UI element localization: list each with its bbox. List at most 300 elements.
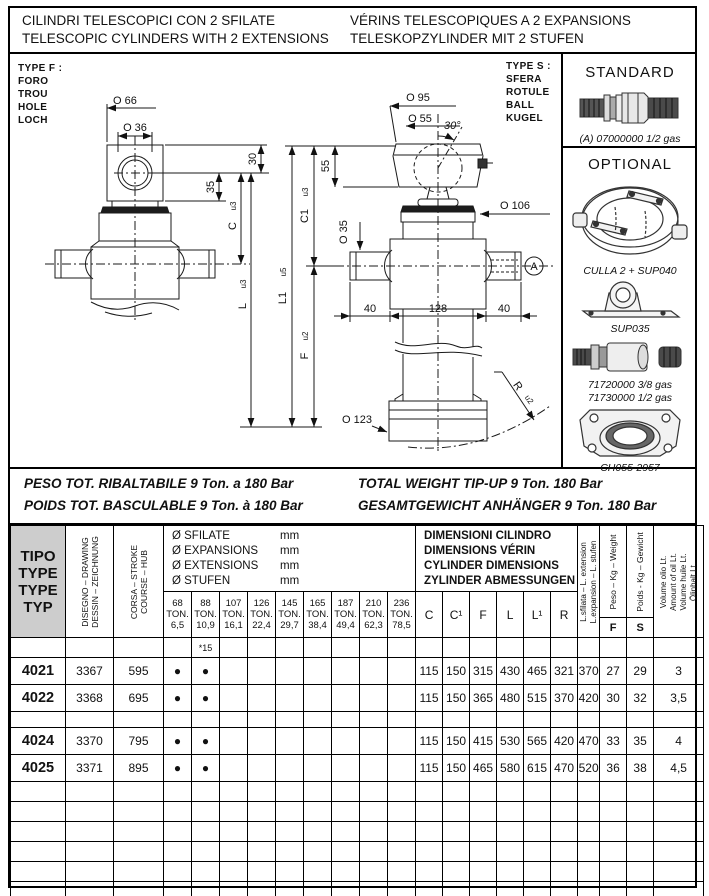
cell: 150 <box>443 755 470 782</box>
dim-d55: O 55 <box>408 113 432 125</box>
cell <box>388 822 416 842</box>
accessories-panel <box>561 54 697 474</box>
cell <box>360 862 388 882</box>
cell <box>220 842 248 862</box>
dim-col-r: R <box>551 592 578 638</box>
dia-col-107: 107 TON. 16,1 <box>220 592 248 638</box>
cell <box>578 712 600 728</box>
cell <box>304 638 332 658</box>
dim-col-l: L <box>497 592 524 638</box>
cell <box>654 842 704 862</box>
dimension-labels <box>113 92 538 426</box>
cell <box>524 882 551 896</box>
cell <box>470 782 497 802</box>
cell <box>443 862 470 882</box>
cell <box>627 782 654 802</box>
cell <box>66 712 114 728</box>
weight-note-english: TOTAL WEIGHT TIP-UP 9 Ton. 180 Bar <box>358 476 603 491</box>
cell <box>248 755 276 782</box>
cell <box>164 712 192 728</box>
cell <box>164 882 192 896</box>
cell <box>388 882 416 896</box>
cell <box>276 728 304 755</box>
cell: ● <box>164 728 192 755</box>
cell <box>551 822 578 842</box>
dim-l1-mark: u5 <box>279 267 288 277</box>
optional-box <box>563 148 697 475</box>
cell <box>164 842 192 862</box>
cell <box>600 862 627 882</box>
cell <box>164 862 192 882</box>
cell <box>114 822 164 842</box>
table-row-note <box>11 638 704 658</box>
cell: 520 <box>578 755 600 782</box>
table-body <box>11 638 704 896</box>
col-header-poids: Poids - Kg – Gewicht <box>627 526 654 618</box>
dim-d106: O 106 <box>500 200 530 212</box>
title-english: TELESCOPIC CYLINDERS WITH 2 EXTENSIONS <box>22 31 329 46</box>
standard-fitting-image <box>578 85 682 131</box>
cell: 515 <box>524 685 551 712</box>
cell-tipo <box>11 882 66 896</box>
cell: 580 <box>497 755 524 782</box>
cell <box>654 822 704 842</box>
cell <box>192 862 220 882</box>
cell: 27 <box>600 658 627 685</box>
cell <box>578 638 600 658</box>
cell <box>220 712 248 728</box>
cell <box>276 755 304 782</box>
title-german: TELESKOPZYLINDER MIT 2 STUFEN <box>350 31 584 46</box>
cell <box>578 822 600 842</box>
table-row-data <box>11 728 704 755</box>
cell <box>360 658 388 685</box>
cell <box>551 882 578 896</box>
cell <box>470 712 497 728</box>
cell <box>578 802 600 822</box>
cell <box>578 782 600 802</box>
cell <box>114 882 164 896</box>
dia-col-165: 165 TON. 38,4 <box>304 592 332 638</box>
cell: 33 <box>600 728 627 755</box>
dim-col-c1: C¹ <box>443 592 470 638</box>
title-right <box>350 12 631 48</box>
cell <box>248 862 276 882</box>
cell <box>276 842 304 862</box>
cell <box>600 882 627 896</box>
cell-tipo: 4021 <box>11 658 66 685</box>
cell <box>304 862 332 882</box>
cylinder-drawings <box>10 54 561 467</box>
cell: 615 <box>524 755 551 782</box>
cell <box>578 842 600 862</box>
cell <box>220 802 248 822</box>
col-header-diameters: Ø SFILATE mm Ø EXPANSIONS mm Ø EXTENSIONS mm Ø STUFEN mm <box>164 526 416 592</box>
cell: 480 <box>497 685 524 712</box>
cell <box>627 862 654 882</box>
cell: 115 <box>416 685 443 712</box>
cell <box>388 862 416 882</box>
col-header-dimensions: DIMENSIONI CILINDRO DIMENSIONS VÉRIN CYLINDER DIMENSIONS ZYLINDER ABMESSUNGEN <box>416 526 578 592</box>
cell <box>388 712 416 728</box>
cell <box>524 638 551 658</box>
cell <box>360 755 388 782</box>
cell <box>470 822 497 842</box>
dim-l1: L1 <box>277 291 289 305</box>
cell <box>276 712 304 728</box>
cell: 4,5 <box>654 755 704 782</box>
cell <box>248 685 276 712</box>
cell <box>304 822 332 842</box>
cell <box>497 862 524 882</box>
port-a-marker: A <box>530 261 538 273</box>
poids-sub-s: S <box>627 618 654 638</box>
cell: 420 <box>578 685 600 712</box>
table-row-empty <box>11 802 704 822</box>
dim-d36: O 36 <box>123 122 147 134</box>
dim-40-right: 40 <box>497 303 511 315</box>
cell <box>416 842 443 862</box>
cell: 795 <box>114 728 164 755</box>
cell: 321 <box>551 658 578 685</box>
cell <box>248 728 276 755</box>
cell <box>332 685 360 712</box>
cell <box>388 638 416 658</box>
cell <box>220 882 248 896</box>
cell <box>66 882 114 896</box>
cell <box>654 638 704 658</box>
dim-col-c: C <box>416 592 443 638</box>
weight-note-italian: PESO TOT. RIBALTABILE 9 Ton. a 180 Bar <box>24 476 294 491</box>
cell: 695 <box>114 685 164 712</box>
cell <box>248 842 276 862</box>
cell <box>332 842 360 862</box>
cell <box>551 802 578 822</box>
cell <box>192 842 220 862</box>
cell <box>627 638 654 658</box>
sup035-caption: SUP035 <box>610 323 650 335</box>
cell <box>524 862 551 882</box>
dia-col-126: 126 TON. 22,4 <box>248 592 276 638</box>
cell <box>600 802 627 822</box>
cell: 35 <box>627 728 654 755</box>
cell <box>551 638 578 658</box>
cell: 315 <box>470 658 497 685</box>
cell <box>524 822 551 842</box>
cell <box>443 782 470 802</box>
dim-d95: O 95 <box>406 92 430 104</box>
col-header-volume: Volume olio Lt. Amount of oil Lt. Volume huile Lt. Ölinhalt Lt. <box>654 526 704 638</box>
dim-col-f: F <box>470 592 497 638</box>
cell <box>524 712 551 728</box>
sup035-image <box>575 279 685 321</box>
table-row-empty <box>11 862 704 882</box>
cell <box>332 822 360 842</box>
cell: ● <box>164 755 192 782</box>
col-header-tipo: TIPO TYPE TYPE TYP <box>11 526 66 638</box>
culla-image <box>571 177 689 263</box>
cell: *15 <box>192 638 220 658</box>
dim-128: 128 <box>428 303 448 315</box>
type-s-cylinder-drawing <box>335 114 555 454</box>
cell: 365 <box>470 685 497 712</box>
cell: 3368 <box>66 685 114 712</box>
cell <box>551 862 578 882</box>
cell: 3,5 <box>654 685 704 712</box>
cell: 430 <box>497 658 524 685</box>
cell <box>66 782 114 802</box>
header <box>10 8 695 54</box>
cell <box>497 638 524 658</box>
cell <box>443 842 470 862</box>
cell <box>220 822 248 842</box>
cell <box>627 712 654 728</box>
cell <box>388 842 416 862</box>
cell <box>416 712 443 728</box>
cell <box>360 712 388 728</box>
cell <box>360 842 388 862</box>
cell <box>443 712 470 728</box>
cell <box>388 658 416 685</box>
dim-40-left: 40 <box>363 303 377 315</box>
cell <box>304 842 332 862</box>
cell <box>497 842 524 862</box>
cell <box>248 882 276 896</box>
weight-note-german: GESAMTGEWICHT ANHÄNGER 9 Ton. 180 Bar <box>358 498 657 513</box>
table-row-empty <box>11 782 704 802</box>
cell <box>360 782 388 802</box>
col-header-sfilata: L.sfilata – L. extension L.expansion – L. stufen <box>578 526 600 638</box>
cell-tipo <box>11 862 66 882</box>
type-f-label: TYPE F : FORO TROU HOLE LOCH <box>18 63 63 126</box>
standard-title: STANDARD <box>585 64 675 81</box>
cell <box>627 822 654 842</box>
cell <box>416 638 443 658</box>
dim-d123: O 123 <box>342 414 372 426</box>
cell: 115 <box>416 728 443 755</box>
cell: 38 <box>627 755 654 782</box>
col-header-peso: Peso – Kg – Weight <box>600 526 627 618</box>
cell <box>276 802 304 822</box>
cell <box>304 712 332 728</box>
cell <box>600 638 627 658</box>
cell <box>304 802 332 822</box>
cell <box>551 782 578 802</box>
cell <box>114 842 164 862</box>
cell <box>114 782 164 802</box>
cell <box>416 862 443 882</box>
valve-caption-1: 71720000 3/8 gas <box>587 379 673 391</box>
technical-drawing-svg <box>10 54 561 465</box>
table-row-empty <box>11 882 704 896</box>
cell <box>304 658 332 685</box>
dia-col-187: 187 TON. 49,4 <box>332 592 360 638</box>
cell: 3370 <box>66 728 114 755</box>
cell <box>114 862 164 882</box>
cell: 370 <box>578 658 600 685</box>
cell <box>304 782 332 802</box>
cell: 420 <box>551 728 578 755</box>
cell <box>332 882 360 896</box>
cell <box>470 842 497 862</box>
cell <box>332 712 360 728</box>
cell <box>654 802 704 822</box>
dim-angle30: 30° <box>444 120 461 132</box>
valve-caption-2: 71730000 1/2 gas <box>587 392 673 404</box>
cell <box>248 658 276 685</box>
dim-f: F <box>299 352 311 360</box>
cell <box>388 782 416 802</box>
cell <box>654 862 704 882</box>
cell <box>627 882 654 896</box>
flange-caption: CH055-2957 <box>600 462 660 474</box>
cell <box>470 638 497 658</box>
cell: 4 <box>654 728 704 755</box>
cell <box>524 782 551 802</box>
cell <box>332 658 360 685</box>
cell <box>332 782 360 802</box>
dim-35: 35 <box>205 180 217 194</box>
cell <box>248 802 276 822</box>
cell <box>360 728 388 755</box>
cell <box>66 802 114 822</box>
cell <box>220 755 248 782</box>
dia-col-210: 210 TON. 62,3 <box>360 592 388 638</box>
cell-tipo: 4025 <box>11 755 66 782</box>
cell <box>578 862 600 882</box>
cell <box>304 755 332 782</box>
table-row-empty <box>11 842 704 862</box>
cell <box>497 782 524 802</box>
cell <box>276 822 304 842</box>
cell: 465 <box>524 658 551 685</box>
dim-col-l1: L¹ <box>524 592 551 638</box>
weight-note-french: POIDS TOT. BASCULABLE 9 Ton. à 180 Bar <box>24 498 303 513</box>
cell <box>66 842 114 862</box>
cell <box>114 802 164 822</box>
peso-sub-f: F <box>600 618 627 638</box>
drawing-area <box>10 54 695 474</box>
cell <box>654 782 704 802</box>
standard-caption: (A) 07000000 1/2 gas <box>579 133 681 145</box>
table-row-data <box>11 658 704 685</box>
cell <box>388 685 416 712</box>
cell <box>600 842 627 862</box>
cell <box>332 862 360 882</box>
cell <box>248 712 276 728</box>
dim-f-mark: u2 <box>301 331 310 341</box>
cell <box>551 712 578 728</box>
cell <box>220 862 248 882</box>
cell <box>220 658 248 685</box>
cell: 470 <box>551 755 578 782</box>
cell <box>248 782 276 802</box>
cell <box>248 822 276 842</box>
cell <box>276 862 304 882</box>
spec-table <box>10 525 704 896</box>
cell <box>360 638 388 658</box>
cell <box>524 842 551 862</box>
dim-d66: O 66 <box>113 95 137 107</box>
dim-l: L <box>237 302 249 310</box>
table-row-data <box>11 685 704 712</box>
cell: ● <box>164 658 192 685</box>
table-row-empty <box>11 822 704 842</box>
dim-l-mark: u3 <box>239 279 248 289</box>
cell: 595 <box>114 658 164 685</box>
cell: 115 <box>416 755 443 782</box>
cell <box>332 755 360 782</box>
dia-col-68: 68 TON. 6,5 <box>164 592 192 638</box>
table-row-data <box>11 755 704 782</box>
type-s-label: TYPE S : SFERA ROTULE BALL KUGEL <box>506 61 551 124</box>
cell <box>114 638 164 658</box>
cell: 3367 <box>66 658 114 685</box>
cell: 465 <box>470 755 497 782</box>
cell-tipo <box>11 842 66 862</box>
cell: ● <box>192 685 220 712</box>
cell <box>332 802 360 822</box>
optional-title: OPTIONAL <box>588 156 672 173</box>
cell <box>443 822 470 842</box>
cell <box>388 755 416 782</box>
cell <box>497 882 524 896</box>
cell <box>304 882 332 896</box>
title-french: VÉRINS TELESCOPIQUES A 2 EXPANSIONS <box>350 13 631 28</box>
cell <box>304 728 332 755</box>
cell: 415 <box>470 728 497 755</box>
cell <box>600 712 627 728</box>
cell <box>627 842 654 862</box>
cell: 3371 <box>66 755 114 782</box>
cell <box>654 882 704 896</box>
cell <box>276 638 304 658</box>
cell-tipo <box>11 822 66 842</box>
cell: 115 <box>416 658 443 685</box>
page-frame <box>8 6 697 888</box>
dim-d35: O 35 <box>338 220 350 244</box>
cell: 530 <box>497 728 524 755</box>
cell: 36 <box>600 755 627 782</box>
cell <box>192 822 220 842</box>
cell <box>416 822 443 842</box>
cell: 32 <box>627 685 654 712</box>
cell: ● <box>192 728 220 755</box>
cell <box>220 728 248 755</box>
type-f-cylinder-drawing <box>45 136 250 322</box>
cell <box>416 882 443 896</box>
cell <box>276 882 304 896</box>
cell <box>497 822 524 842</box>
dim-55: 55 <box>320 159 332 173</box>
title-italian: CILINDRI TELESCOPICI CON 2 SFILATE <box>22 13 276 28</box>
cell <box>360 802 388 822</box>
cell: 565 <box>524 728 551 755</box>
cell <box>388 728 416 755</box>
cell: 150 <box>443 728 470 755</box>
dim-c: C <box>227 222 239 230</box>
cell-tipo <box>11 802 66 822</box>
cell <box>164 822 192 842</box>
cell <box>192 782 220 802</box>
cell <box>164 782 192 802</box>
dim-r-mark: u2 <box>522 393 536 406</box>
cell: 29 <box>627 658 654 685</box>
cell: 150 <box>443 658 470 685</box>
cell <box>443 802 470 822</box>
cell <box>192 712 220 728</box>
type-f-dimensions <box>107 104 269 427</box>
